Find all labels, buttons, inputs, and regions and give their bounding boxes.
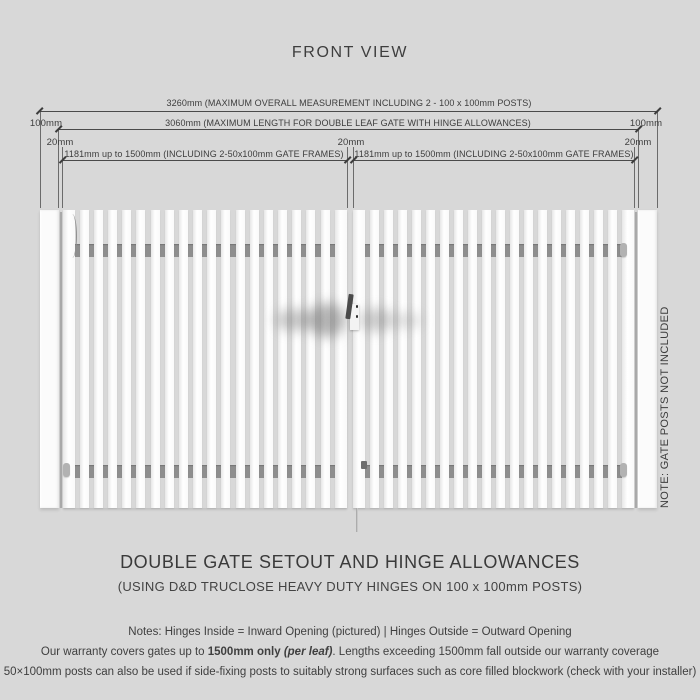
gate-slat xyxy=(524,210,533,508)
gate-slat xyxy=(236,210,245,508)
dim-label-leaf-left: 1181mm up to 1500mm (INCLUDING 2-50x100mm GATE FRAMES) xyxy=(64,149,344,159)
gate-slat xyxy=(580,210,589,508)
slat-group xyxy=(353,210,634,508)
dim-label-gap-center: 20mm xyxy=(337,136,365,148)
gate-slat xyxy=(412,210,421,508)
post-gap-shadow xyxy=(635,212,637,508)
blurred-watermark xyxy=(360,308,394,332)
dim-label-gap-left: 20mm xyxy=(46,136,74,148)
gate-slat xyxy=(482,210,491,508)
gate-leaf-left xyxy=(63,210,348,508)
gate-slat xyxy=(370,210,379,508)
gate-slat xyxy=(207,210,216,508)
gate-slat xyxy=(468,210,477,508)
dim-line-overall xyxy=(40,111,658,112)
dim-label-gap-right: 20mm xyxy=(624,136,652,148)
dim-label-leaf-right: 1181mm up to 1500mm (INCLUDING 2-50x100mm GATE FRAMES) xyxy=(354,149,634,159)
dim-label-post-right: 100mm xyxy=(629,117,663,129)
gate-slat xyxy=(136,210,145,508)
gate-slat xyxy=(566,210,575,508)
gate-slat xyxy=(384,210,393,508)
gate-slat xyxy=(538,210,547,508)
gate-slat xyxy=(221,210,230,508)
hinge-icon xyxy=(620,243,627,257)
warranty-text: Our warranty covers gates up to xyxy=(40,646,208,658)
dim-line-leaf-right xyxy=(353,160,635,161)
blurred-watermark xyxy=(308,303,346,337)
witness-line xyxy=(347,147,348,208)
gate-slat xyxy=(94,210,103,508)
footer-note-warranty xyxy=(0,646,700,658)
gate-slat xyxy=(552,210,561,508)
gate-slat xyxy=(250,210,259,508)
dim-line-double-leaf xyxy=(58,129,639,130)
gate-slat xyxy=(80,210,89,508)
hinge-icon xyxy=(620,463,627,477)
warranty-bold-italic: (per leaf) xyxy=(283,646,333,658)
gate-slat xyxy=(398,210,407,508)
gate-slat xyxy=(440,210,449,508)
drop-bolt-keeper xyxy=(361,461,367,469)
gate-post-right xyxy=(638,210,657,508)
dim-label-double-leaf: 3060mm (MAXIMUM LENGTH FOR DOUBLE LEAF GATE WITH HINGE ALLOWANCES) xyxy=(165,117,531,128)
gate-slat xyxy=(193,210,202,508)
gate-slat xyxy=(122,210,131,508)
gate-slat xyxy=(264,210,273,508)
gate-slat xyxy=(306,210,315,508)
gate-slat xyxy=(151,210,160,508)
post-gap-shadow xyxy=(60,212,62,508)
blurred-watermark xyxy=(392,313,422,328)
dim-label-post-left: 100mm xyxy=(29,117,63,129)
footer-note-hinges: Notes: Hinges Inside = Inward Opening (pictured) | Hinges Outside = Outward Opening xyxy=(128,626,572,638)
witness-line xyxy=(634,147,635,208)
gate-slat xyxy=(454,210,463,508)
gate-slat xyxy=(165,210,174,508)
gate-post-left xyxy=(40,210,59,508)
gate-slat xyxy=(108,210,117,508)
gate-slat xyxy=(496,210,505,508)
gate-slat xyxy=(179,210,188,508)
gate-slat xyxy=(594,210,603,508)
latch-screw xyxy=(356,315,359,318)
diagram-heading: DOUBLE GATE SETOUT AND HINGE ALLOWANCES xyxy=(120,552,580,572)
page-title: FRONT VIEW xyxy=(291,44,409,61)
gate-slat xyxy=(608,210,617,508)
gate-frame-stile xyxy=(335,210,347,508)
dim-label-overall: 3260mm (MAXIMUM OVERALL MEASUREMENT INCLUDING 2 - 100 x 100mm POSTS) xyxy=(166,98,532,108)
warranty-bold: 1500mm only xyxy=(207,646,284,658)
gate-slat xyxy=(426,210,435,508)
vertical-note: NOTE: GATE POSTS NOT INCLUDED xyxy=(659,306,671,508)
slat-group xyxy=(63,210,348,508)
gate-slat xyxy=(510,210,519,508)
latch-screw xyxy=(356,305,359,308)
warranty-suffix: . Lengths exceeding 1500mm fall outside our warranty coverage xyxy=(332,646,660,658)
gate-slat xyxy=(321,210,330,508)
hinge-icon xyxy=(63,463,70,477)
gate-slat xyxy=(278,210,287,508)
gate-leaf-right xyxy=(353,210,634,508)
footer-note-posts: 50×100mm posts can also be used if side-fixing posts to suitably strong surfaces such as core filled blockwork (check with your installer) xyxy=(3,666,697,678)
diagram-subheading: (USING D&D TRUCLOSE HEAVY DUTY HINGES ON 100 x 100mm POSTS) xyxy=(117,579,583,594)
gate-slat xyxy=(292,210,301,508)
dim-line-leaf-left xyxy=(63,160,348,161)
drop-bolt-rod xyxy=(356,508,358,532)
